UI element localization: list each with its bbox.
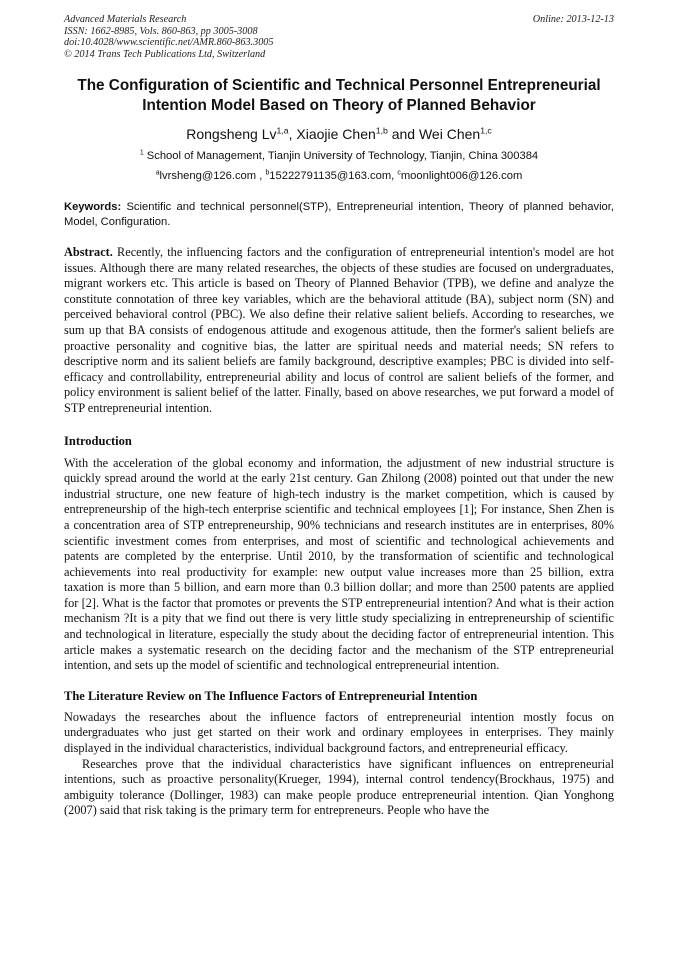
author-name: Wei Chen: [418, 126, 481, 142]
abstract: [64, 245, 614, 417]
online-date: Online: 2013-12-13: [532, 14, 614, 25]
affiliation: [64, 150, 614, 162]
email-address: lvrsheng@126.com ,: [159, 170, 266, 182]
journal-copyright: © 2014 Trans Tech Publications Ltd, Switzerland: [64, 48, 266, 60]
email-address: 15222791135@163.com,: [269, 170, 398, 182]
introduction-paragraph: With the acceleration of the global economy and information, the adjustment of new industrial structure is quickly spread around the world at the early 21st century. Gan Zhilong (2008) pointed out that under the new industrial structure, one new feature of high-tech industry is the market competition, which is caused by entrepreneurship of the high-tech enterprise scientific and technical employees [1]; For instance, Shen Zhen is a concentration area of STP entrepreneurship, 90% technicians and research institutes are in enterprises, 80% scientific investment comes from enterprises, and most of scientific and technological achievements and patents are completed by the enterprise. Until 2010, by the transformation of scientific and technological achievements into real productivity for example: new output value increases more than 25 billion, extra taxation is more than 5 billion, and earn more than 0.3 billion dollar; and more than 2500 patents are applied for [2]. What is the factor that promotes or prevents the STP entrepreneurial intention? And what is their action mechanism ?It is a pity that we find out there is very little study specializing in entrepreneurship of scientific and technological in literature, especially the study about the deciding factor of entrepreneurial intention. This article makes a systematic research on the deciding factor and the mechanism of the STP entrepreneurial intention, and sets up the model of scientific and technological entrepreneurial intention.: [64, 455, 614, 673]
author-separator: ,: [288, 126, 297, 142]
section-heading-introduction: Introduction: [64, 433, 132, 448]
keywords-label: Keywords:: [64, 201, 122, 213]
email-superscript: a: [155, 169, 160, 177]
affiliation-superscript: 1: [139, 149, 144, 157]
author-emails: [64, 170, 614, 182]
keywords: [64, 200, 614, 230]
email-superscript: c: [397, 169, 401, 177]
author-name: Xiaojie Chen: [296, 126, 376, 142]
author-list: [64, 126, 614, 142]
journal-doi: doi:10.4028/www.scientific.net/AMR.860-863.3005: [64, 37, 274, 48]
journal-name: Advanced Materials Research: [64, 14, 187, 25]
author-superscript: 1,b: [375, 125, 388, 136]
abstract-text: Recently, the influencing factors and the configuration of entrepreneurial intention's model are hot issues. Although there are many related researches, the objects of these studies are focused on undergraduates, migrant workers etc. This article is based on Theory of Planned Behavior (TPB), we define and analyze the constitute connotation of three key variables, which are the behavioral attitude (BA), subject norm (SN) and perceived behavioral control (PBC). We also define their relative salient beliefs. According to researches, we sum up that BA consists of endogenous attitude and exogenous attitude, then the former's salient beliefs are proactive personality and cognitive bias, the latter are spiritual needs and material needs; SN refers to descriptive norm and its salient beliefs are family background, descriptive examples; PBC is divided into self-efficacy and controllability, entrepreneurial ability and locus of control are salient beliefs of the former, and policy environment is salient belief of the latter. Finally, based on above researches, we put forward a model of STP entrepreneurial intention.: [64, 245, 614, 415]
email-address: moonlight006@126.com: [400, 170, 523, 182]
affiliation-text: School of Management, Tianjin University of Technology, Tianjin, China 300384: [143, 150, 539, 162]
abstract-label: Abstract.: [64, 245, 113, 259]
literature-paragraph: Researches prove that the individual characteristics have significant influences on entrepreneurial intentions, such as proactive personality(Krueger, 1994), internal control tendency(Brockhaus, 1975) and ambiguity tolerance (Dollinger, 1983) can make people produce entrepreneurial intention. Qian Yonghong (2007) said that risk taking is the primary term for entrepreneurs. People who have the: [64, 756, 614, 818]
author-superscript: 1,c: [480, 125, 492, 136]
section-heading-literature-review: The Literature Review on The Influence Factors of Entrepreneurial Intention: [64, 688, 478, 703]
author-superscript: 1,a: [276, 125, 289, 136]
paper-title: The Configuration of Scientific and Technical Personnel Entrepreneurial Intention Model Based on Theory of Planned Behavior: [77, 77, 601, 114]
email-superscript: b: [265, 169, 270, 177]
journal-header: [64, 14, 614, 60]
literature-paragraph: Nowadays the researches about the influence factors of entrepreneurial intention mostly focus on undergraduates who just get started on their work and ordinary employees in enterprises. They mainly displayed in the individual characteristics, individual background factors, and entrepreneurial efficacy.: [64, 709, 614, 756]
author-name: Rongsheng Lv: [186, 126, 277, 142]
author-separator: and: [387, 126, 419, 142]
keywords-text: Scientific and technical personnel(STP), Entrepreneurial intention, Theory of planned behavior, Model, Configuration.: [64, 201, 614, 228]
journal-issn: ISSN: 1662-8985, Vols. 860-863, pp 3005-3008: [64, 25, 258, 37]
journal-meta: [64, 14, 273, 60]
